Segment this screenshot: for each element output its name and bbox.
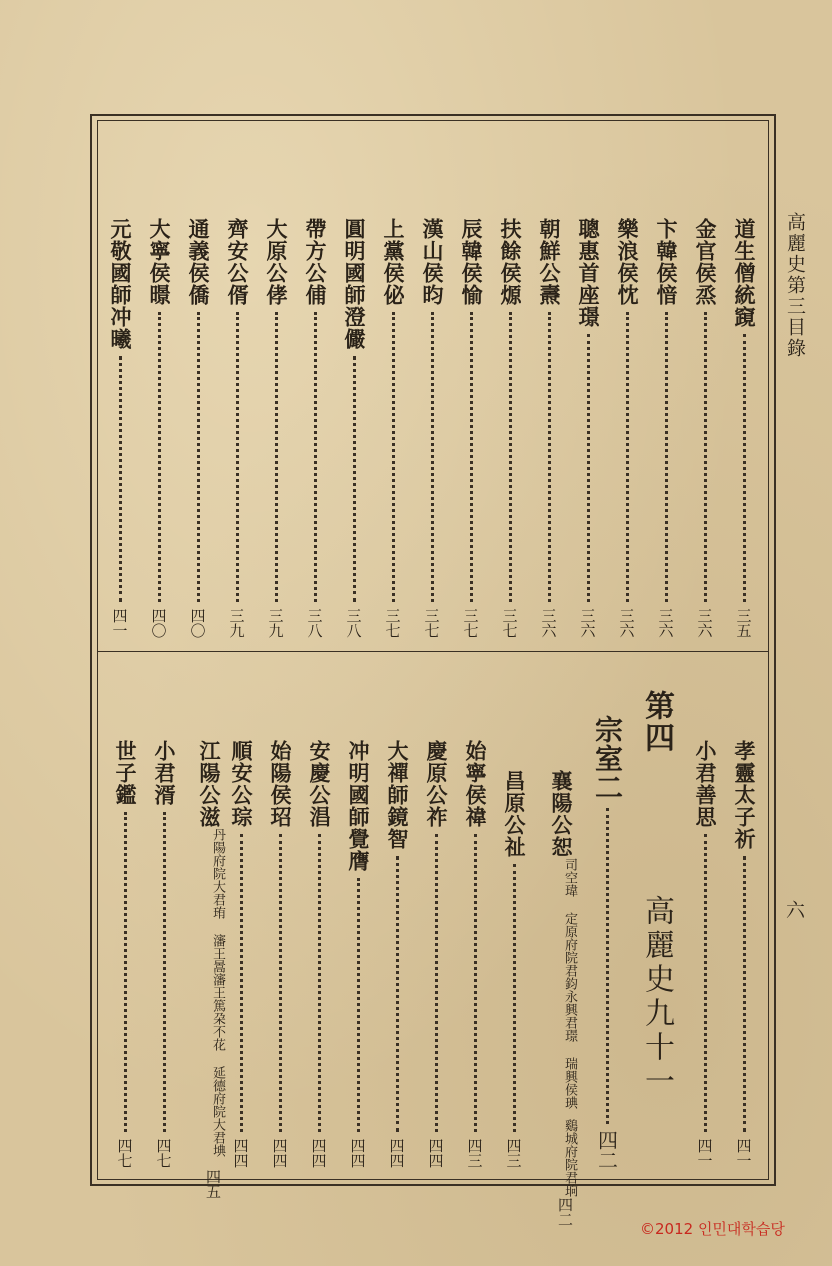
- toc-entry: [344, 740, 372, 1168]
- dot-leader: [314, 312, 317, 602]
- entry-page: 四四: [270, 1138, 289, 1168]
- dot-leader: [743, 334, 746, 602]
- entry-page: 四〇: [188, 608, 207, 638]
- entry-name: 上黨侯佖: [381, 218, 406, 306]
- entry-page: 四四: [387, 1138, 406, 1168]
- entry-name: 漢山侯昀: [420, 218, 445, 306]
- toc-entry: [305, 740, 333, 1168]
- dot-leader: [548, 312, 551, 602]
- entry-name: 元敬國師冲曦: [108, 218, 133, 350]
- toc-entry: [457, 218, 485, 638]
- dot-leader: [240, 834, 243, 1132]
- entry-name: 圓明國師澄儼: [342, 218, 367, 350]
- entry-page: 四四: [309, 1138, 328, 1168]
- entry-name: 扶餘侯㷧: [498, 218, 523, 306]
- entry-page: 四七: [154, 1138, 173, 1168]
- dot-leader: [197, 312, 200, 602]
- volume-title: 高麗史九十一: [639, 895, 674, 1099]
- toc-entry: [536, 770, 577, 1227]
- entry-annotation: 司空瑋 定原府院君鈞: [562, 858, 577, 990]
- entry-page: 三六: [539, 608, 558, 638]
- toc-entry: [106, 218, 134, 638]
- dot-leader: [396, 856, 399, 1132]
- entry-name: 始寧侯禕: [463, 740, 488, 828]
- toc-entry: [500, 770, 528, 1168]
- toc-entry: [461, 740, 489, 1168]
- entry-annotation: 瀋王篤朶不花 延德府院大君㙉: [210, 973, 225, 1157]
- entry-page: 四一: [734, 1138, 753, 1168]
- toc-entry: [150, 740, 178, 1168]
- toc-entry: [184, 740, 225, 1199]
- toc-entry: [223, 218, 251, 638]
- toc-entry: [184, 218, 212, 638]
- dot-leader: [470, 312, 473, 602]
- entry-page: 三七: [461, 608, 480, 638]
- entry-page: 三七: [422, 608, 441, 638]
- toc-entry: [340, 218, 368, 638]
- toc-entry: [613, 218, 641, 638]
- entry-page: 三六: [656, 608, 675, 638]
- entry-name: 辰韓侯愉: [459, 218, 484, 306]
- entry-name: 聰惠首座璟: [576, 218, 601, 328]
- running-title: 高麗史第三目錄: [784, 212, 806, 359]
- page-number: 六: [783, 900, 805, 919]
- entry-name: 冲明國師覺膺: [346, 740, 371, 872]
- toc-entry: [383, 740, 411, 1168]
- entry-page: 四五: [204, 1169, 222, 1199]
- entry-name: 昌原公祉: [502, 770, 527, 858]
- entry-name: 朝鮮公燾: [537, 218, 562, 306]
- entry-name: 大禪師鏡智: [385, 740, 410, 850]
- entry-name: 襄陽公恕: [549, 770, 574, 858]
- section-title: 宗室二: [591, 715, 624, 802]
- sub-annotation-group: [562, 858, 576, 1109]
- dot-leader: [606, 808, 609, 1124]
- sub-annotation-group: [210, 828, 224, 1157]
- section-divider: [97, 651, 769, 652]
- toc-entry: [111, 740, 139, 1168]
- entry-page: 四三: [504, 1138, 523, 1168]
- dot-leader: [353, 356, 356, 602]
- dot-leader: [357, 878, 360, 1132]
- dot-leader: [704, 834, 707, 1132]
- dot-leader: [236, 312, 239, 602]
- entry-page: 三九: [266, 608, 285, 638]
- entry-name: 通義侯僑: [186, 218, 211, 306]
- entry-name: 樂浪侯忱: [615, 218, 640, 306]
- entry-name: 小君湑: [152, 740, 177, 806]
- dot-leader: [743, 856, 746, 1132]
- toc-entry: [730, 740, 758, 1168]
- dot-leader: [704, 312, 707, 602]
- toc-entry: [574, 218, 602, 638]
- dot-leader: [279, 834, 282, 1132]
- entry-page: 三九: [227, 608, 246, 638]
- entry-name: 帶方公俌: [303, 218, 328, 306]
- dot-leader: [158, 312, 161, 602]
- dot-leader: [163, 812, 166, 1132]
- dot-leader: [275, 312, 278, 602]
- entry-page: 三七: [383, 608, 402, 638]
- entry-name: 小君善思: [693, 740, 718, 828]
- entry-name: 順安公琮: [229, 740, 254, 828]
- toc-entry: [266, 740, 294, 1168]
- toc-entry: [496, 218, 524, 638]
- entry-name: 大寧侯暻: [147, 218, 172, 306]
- entry-page: 三七: [500, 608, 519, 638]
- entry-page: 四七: [115, 1138, 134, 1168]
- entry-page: 三六: [695, 608, 714, 638]
- dot-leader: [119, 356, 122, 602]
- entry-page: 三八: [305, 608, 324, 638]
- entry-annotation: 鷄城府院君珦: [562, 1119, 577, 1197]
- dot-leader: [509, 312, 512, 602]
- section-number: 第四: [639, 690, 674, 754]
- copyright-watermark: ©2012 인민대학습당: [640, 1220, 785, 1238]
- entry-name: 安慶公淐: [307, 740, 332, 828]
- dot-leader: [392, 312, 395, 602]
- entry-name: 江陽公滋: [197, 740, 222, 828]
- dot-leader: [435, 834, 438, 1132]
- toc-entry: [418, 218, 446, 638]
- section-page: 四二: [594, 1130, 619, 1170]
- dot-leader: [513, 864, 516, 1132]
- entry-annotation: 永興君璟 瑞興侯琠: [562, 990, 577, 1109]
- dot-leader: [587, 334, 590, 602]
- toc-entry: [379, 218, 407, 638]
- entry-name: 齊安公偦: [225, 218, 250, 306]
- toc-entry: [652, 218, 680, 638]
- dot-leader: [431, 312, 434, 602]
- toc-entry: [145, 218, 173, 638]
- entry-name: 孝靈太子祈: [732, 740, 757, 850]
- toc-entry: [691, 218, 719, 638]
- dot-leader: [665, 312, 668, 602]
- entry-page: 三六: [617, 608, 636, 638]
- dot-leader: [474, 834, 477, 1132]
- toc-entry: [227, 740, 255, 1168]
- entry-page: 四四: [426, 1138, 445, 1168]
- toc-entry: [422, 740, 450, 1168]
- entry-page: 四一: [110, 608, 129, 638]
- entry-name: 卞韓侯愔: [654, 218, 679, 306]
- entry-page: 四四: [348, 1138, 367, 1168]
- entry-page: 四一: [695, 1138, 714, 1168]
- entry-page: 四二: [556, 1197, 574, 1227]
- dot-leader: [318, 834, 321, 1132]
- entry-annotation: 丹陽府院大君珛 瀋王暠: [210, 828, 225, 973]
- entry-page: 四四: [231, 1138, 250, 1168]
- entry-name: 慶原公祚: [424, 740, 449, 828]
- entry-page: 四三: [465, 1138, 484, 1168]
- entry-name: 始陽侯玿: [268, 740, 293, 828]
- toc-entry: [535, 218, 563, 638]
- toc-entry: [691, 740, 719, 1168]
- entry-page: 三五: [734, 608, 753, 638]
- dot-leader: [124, 812, 127, 1132]
- section-heading-entry: [590, 715, 624, 1170]
- entry-name: 金官侯烝: [693, 218, 718, 306]
- toc-entry: [262, 218, 290, 638]
- toc-entry: [301, 218, 329, 638]
- entry-page: 三八: [344, 608, 363, 638]
- entry-page: 四〇: [149, 608, 168, 638]
- entry-name: 道生僧統竀: [732, 218, 757, 328]
- entry-name: 世子鑑: [113, 740, 138, 806]
- entry-page: 三六: [578, 608, 597, 638]
- dot-leader: [626, 312, 629, 602]
- entry-name: 大原公侾: [264, 218, 289, 306]
- toc-entry: [730, 218, 758, 638]
